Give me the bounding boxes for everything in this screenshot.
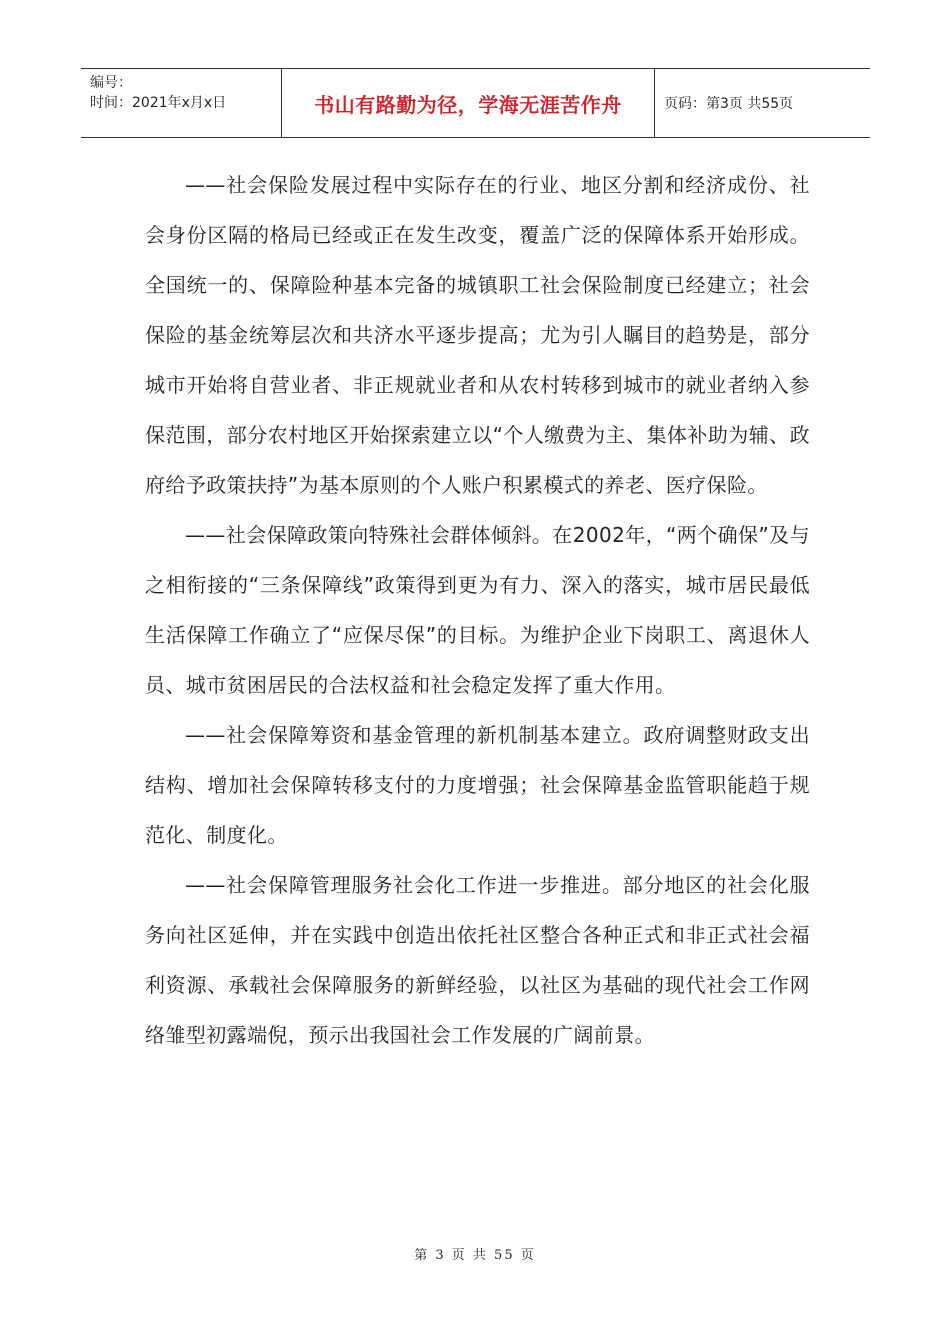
header-motto: 书山有路勤为径，学海无涯苦作舟 bbox=[282, 69, 655, 137]
body-paragraph: ——社会保障政策向特殊社会群体倾斜。在2002年，“两个确保”及与之相衔接的“三条保障线”政策得到更为有力、深入的落实，城市居民最低生活保障工作确立了“应保尽保”的目标。为维护企业下岗职工、离退休人员、城市贫困居民的合法权益和社会稳定发挥了重大作用。 bbox=[145, 523, 810, 697]
page-header bbox=[81, 68, 870, 138]
document-date-label: 时间：2021年x月x日 bbox=[90, 95, 227, 111]
body-paragraph: ——社会保险发展过程中实际存在的行业、地区分割和经济成份、社会身份区隔的格局已经或正在发生改变，覆盖广泛的保障体系开始形成。全国统一的、保障险种基本完备的城镇职工社会保险制度已经建立；社会保险的基金统筹层次和共济水平逐步提高；尤为引人瞩目的趋势是，部分城市开始将自营业者、非正规就业者和从农村转移到城市的就业者纳入参保范围，部分农村地区开始探索建立以“个人缴费为主、集体补助为辅、政府给予政策扶持”为基本原则的个人账户积累模式的养老、医疗保险。 bbox=[145, 173, 810, 497]
document-number-label: 编号： bbox=[90, 75, 132, 91]
body-paragraph: ——社会保障管理服务社会化工作进一步推进。部分地区的社会化服务向社区延伸，并在实践中创造出依托社区整合各种正式和非正式社会福利资源、承载社会保障服务的新鲜经验，以社区为基础的现代社会工作网络雏型初露端倪，预示出我国社会工作发展的广阔前景。 bbox=[145, 873, 810, 1047]
header-meta bbox=[81, 69, 282, 137]
page-footer: 第 3 页 共 55 页 bbox=[414, 1248, 536, 1263]
document-body bbox=[145, 160, 810, 1060]
header-page-info: 页码：第3页 共55页 bbox=[664, 96, 794, 112]
body-paragraph: ——社会保障筹资和基金管理的新机制基本建立。政府调整财政支出结构、增加社会保障转移支付的力度增强；社会保障基金监管职能趋于规范化、制度化。 bbox=[145, 723, 810, 847]
